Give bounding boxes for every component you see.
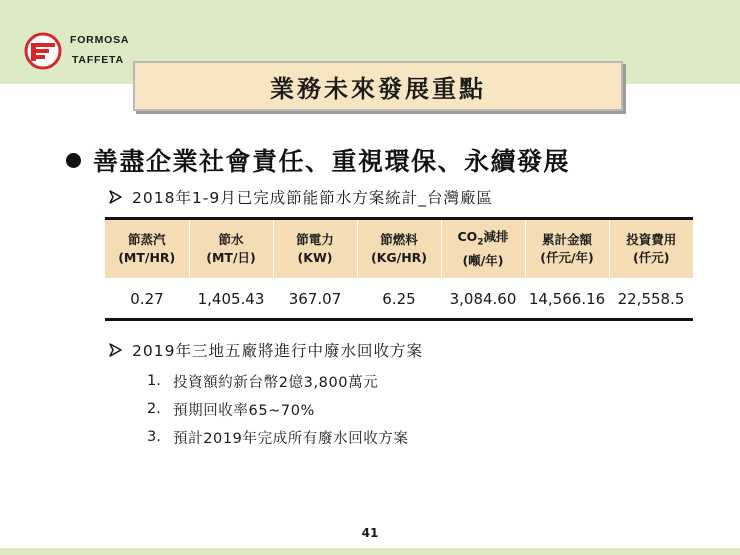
arrowhead-right-icon — [108, 190, 122, 204]
col-fuel: 節燃料 (KG/HR) — [357, 219, 441, 278]
formosa-taffeta-logo-icon — [24, 32, 62, 70]
cell-investment: 22,558.5 — [609, 278, 693, 320]
logo-text-line2: TAFFETA — [72, 54, 124, 66]
col-investment: 投資費用 (仟元) — [609, 219, 693, 278]
cell-steam: 0.27 — [105, 278, 189, 320]
list-item — [147, 426, 409, 448]
list-item-text: 預計2019年完成所有廢水回收方案 — [173, 430, 409, 447]
section2-heading — [108, 338, 423, 362]
cell-water: 1,405.43 — [189, 278, 273, 320]
col-co2: $CO_2$減排 (噸/年) — [441, 219, 525, 278]
list-item-number: 2. — [147, 401, 161, 417]
col-power: 節電力 (KW) — [273, 219, 357, 278]
energy-saving-table — [105, 217, 693, 321]
list-item-number: 1. — [147, 373, 161, 389]
col-steam: 節蒸汽 (MT/HR) — [105, 219, 189, 278]
bullet-dot-icon — [66, 153, 81, 168]
table-header-row — [105, 219, 693, 278]
list-item-text: 投資額約新台幣2億3,800萬元 — [173, 374, 379, 391]
section1-heading — [108, 185, 493, 209]
table-row — [105, 278, 693, 320]
cell-co2: 3,084.60 — [441, 278, 525, 320]
company-logo — [24, 28, 144, 78]
col-cumulative-amount: 累計金額 (仟元/年) — [525, 219, 609, 278]
main-bullet-text: 善盡企業社會責任、重視環保、永續發展 — [93, 147, 571, 176]
logo-text-line1: FORMOSA — [70, 34, 130, 46]
main-bullet — [66, 142, 570, 178]
list-item-text: 預期回收率65~70% — [173, 402, 315, 419]
cell-cumulative-amount: 14,566.16 — [525, 278, 609, 320]
section1-heading-text: 2018年1-9月已完成節能節水方案統計_台灣廠區 — [132, 189, 494, 207]
section2-heading-text: 2019年三地五廠將進行中廢水回收方案 — [132, 342, 423, 360]
page-number: 41 — [361, 526, 379, 540]
list-item-number: 3. — [147, 429, 161, 445]
col-water: 節水 (MT/日) — [189, 219, 273, 278]
title-box — [133, 61, 623, 111]
cell-power: 367.07 — [273, 278, 357, 320]
footer-band — [0, 548, 740, 555]
arrowhead-right-icon — [108, 343, 122, 357]
page-title: 業務未來發展重點 — [270, 74, 486, 103]
list-item — [147, 370, 378, 392]
cell-fuel: 6.25 — [357, 278, 441, 320]
list-item — [147, 398, 315, 420]
